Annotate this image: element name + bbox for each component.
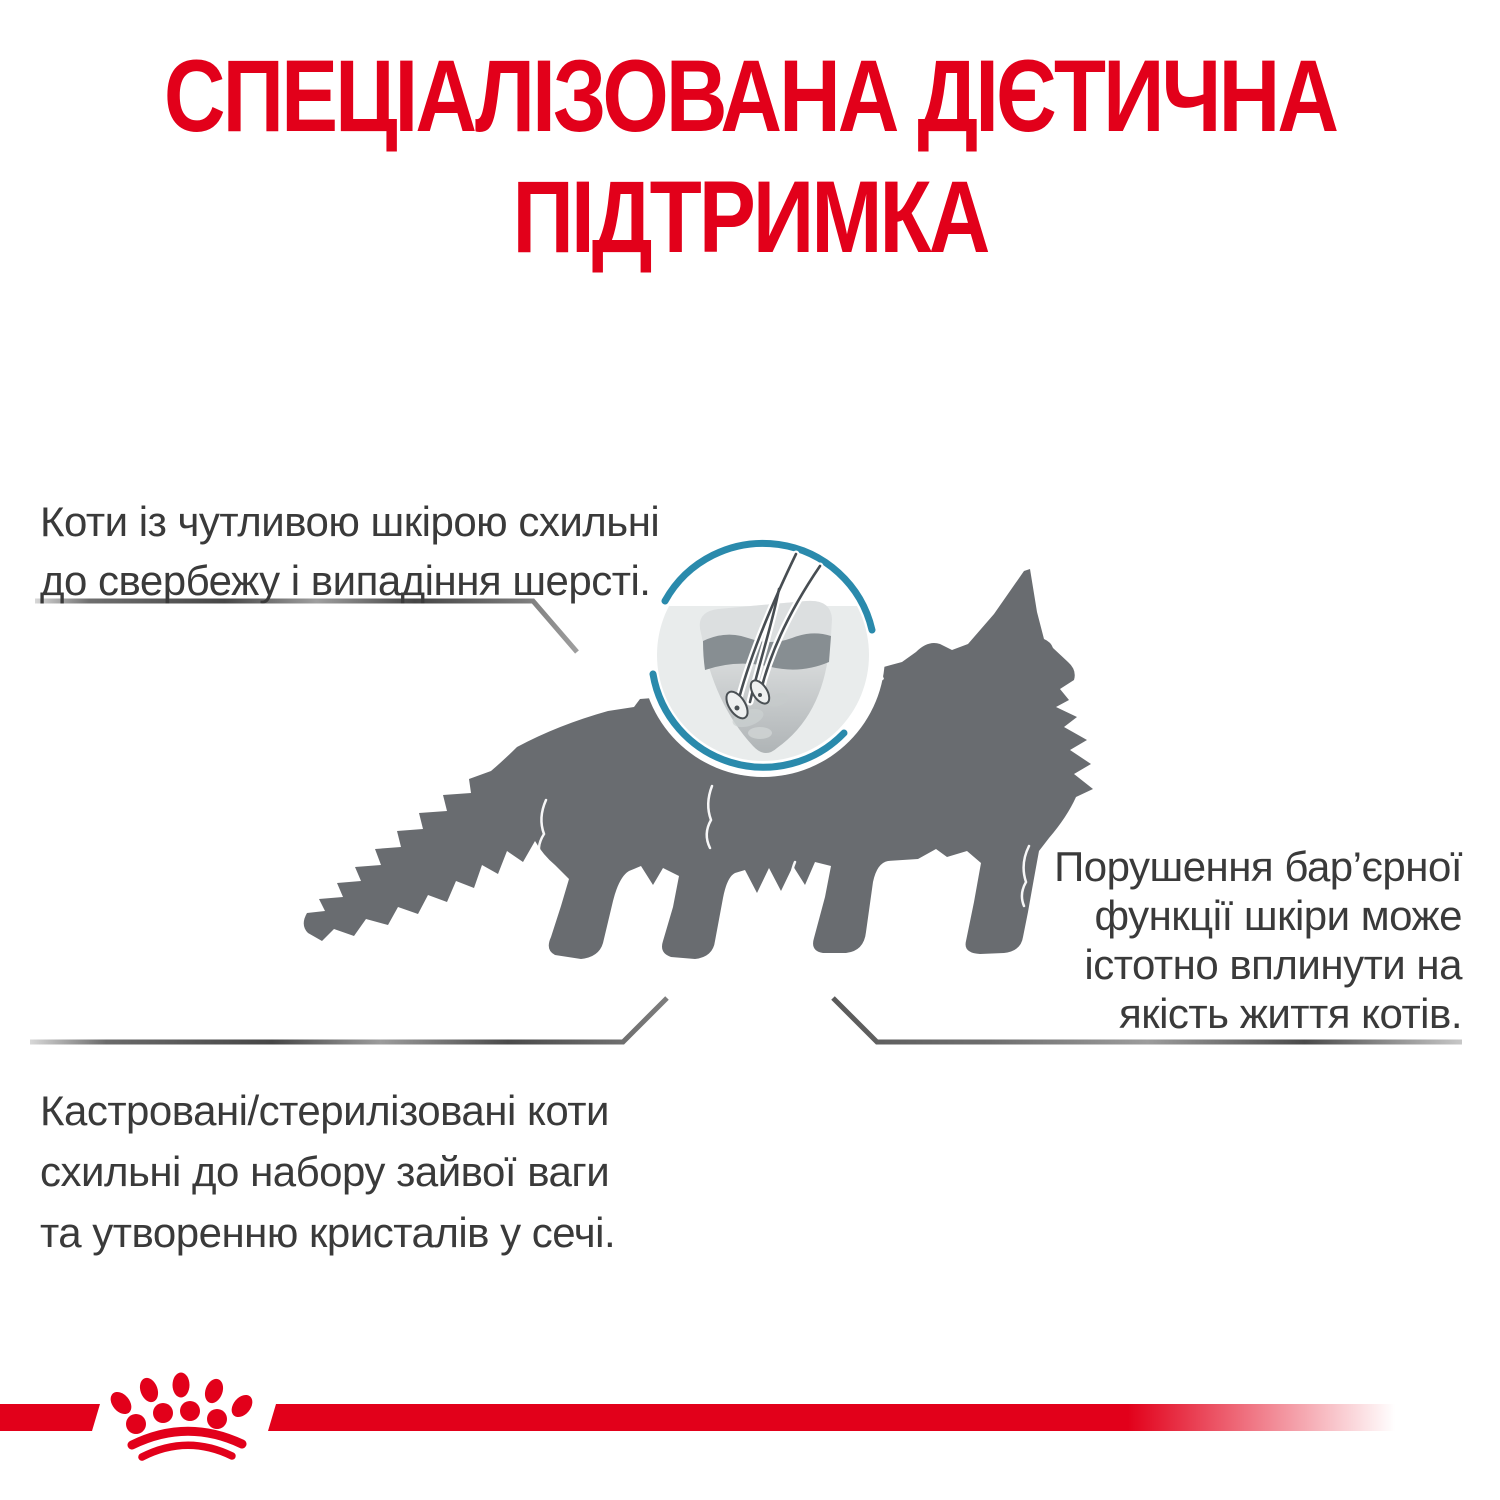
crown-paw-dot: [153, 1403, 173, 1423]
callout-text-skin-barrier: [1054, 842, 1462, 1038]
crown-paw-dot: [207, 1409, 227, 1429]
crown-paw-dot: [137, 1375, 162, 1404]
crown-paw-dot: [126, 1414, 146, 1434]
callout-text-line: до свербежу і випадіння шерсті.: [40, 557, 651, 604]
crown-paw-dot: [202, 1376, 227, 1405]
page-title-line: ПІДТРИМКА: [512, 158, 988, 274]
callout-text-line: істотно вплинути на: [1084, 941, 1462, 988]
callout-text-line: Коти із чутливою шкірою схильні: [40, 498, 660, 545]
callout-text-line: Кастровані/стерилізовані коти: [40, 1087, 609, 1134]
crown-paw-dot: [227, 1391, 256, 1421]
crown-paw-dot: [173, 1373, 190, 1398]
page-title-line: СПЕЦІАЛІЗОВАНА ДІЄТИЧНА: [163, 38, 1337, 154]
crown-paw-dot: [106, 1388, 135, 1418]
callout-text-line: Порушення бар’єрної: [1054, 843, 1462, 890]
callout-text-line: якість життя котів.: [1118, 990, 1462, 1037]
callout-line-neutered: [30, 998, 667, 1042]
callout-text-neutered: [40, 1080, 615, 1263]
footer-ribbon-right: [268, 1404, 1430, 1431]
callout-text-sensitive-skin: [40, 492, 659, 610]
callout-text-line: функції шкіри може: [1094, 892, 1462, 939]
skin-zoom-circle: [641, 533, 885, 777]
footer-ribbon-left: [0, 1404, 100, 1431]
callout-text-line: схильні до набору зайвої ваги: [40, 1148, 610, 1195]
callout-text-line: та утворенню кристалів у сечі.: [40, 1209, 616, 1256]
royal-canin-crown-logo: [102, 1372, 270, 1464]
crown-paw-dot: [180, 1401, 200, 1421]
crown-base-arc: [142, 1445, 232, 1457]
